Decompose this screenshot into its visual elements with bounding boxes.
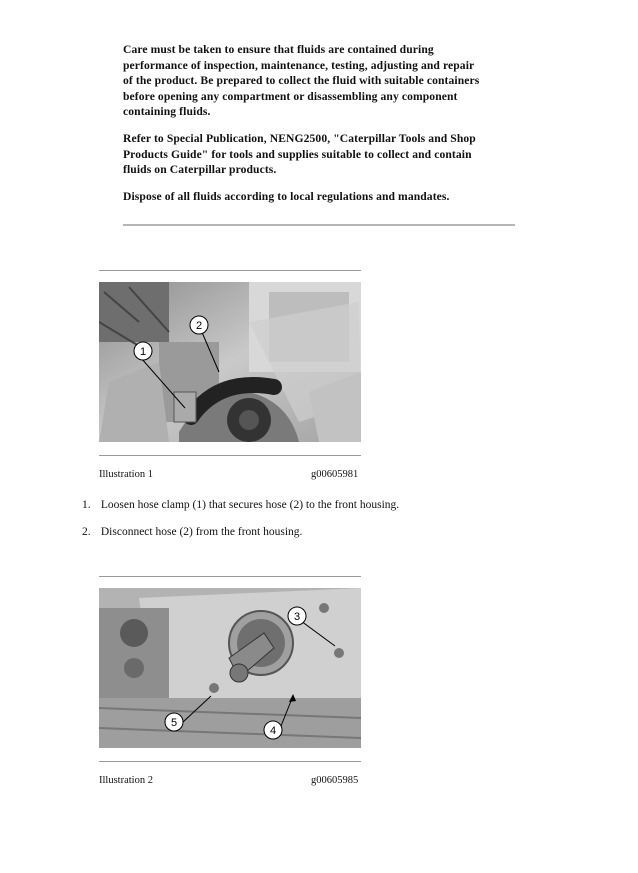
illustration-1-code: g00605981 <box>311 469 359 480</box>
notice-paragraph-3: Dispose of all fluids according to local regulations and mandates. <box>123 189 450 203</box>
notice-line: Refer to Special Publication, NENG2500, "Caterpillar Tools and Shop <box>123 131 476 145</box>
illustration-2-bottom-rule <box>99 761 361 762</box>
callout-3-label: 3 <box>293 611 301 623</box>
notice-line: fluids on Caterpillar products. <box>123 163 277 177</box>
notice-line: Care must be taken to ensure that fluids are contained during <box>123 43 434 56</box>
step-number: 2. <box>82 526 91 538</box>
callout-5-label: 5 <box>170 717 178 729</box>
illustration-1-caption: Illustration 1 <box>99 469 153 480</box>
notice-paragraph-1 <box>123 42 518 120</box>
illustration-1-top-rule <box>99 270 361 271</box>
illustration-2-code: g00605985 <box>311 775 359 786</box>
notice-paragraph-2 <box>123 131 518 178</box>
step-text: Loosen hose clamp (1) that secures hose (2) to the front housing. <box>100 499 400 511</box>
illustration-2-caption: Illustration 2 <box>99 775 153 786</box>
notice-line: of the product. Be prepared to collect the fluid with suitable containers <box>123 74 480 88</box>
notice-line: performance of inspection, maintenance, testing, adjusting and repair <box>123 58 475 72</box>
step-number: 1. <box>82 499 91 511</box>
fluid-containment-notice <box>123 42 518 215</box>
step-1 <box>82 499 399 511</box>
notice-line: before opening any compartment or disassembling any component <box>123 89 458 103</box>
step-text: Disconnect hose (2) from the front housing. <box>100 526 303 538</box>
notice-divider <box>123 224 515 226</box>
illustration-1-photo <box>99 282 361 442</box>
callout-1-label: 1 <box>139 346 147 358</box>
notice-line: containing fluids. <box>123 105 211 119</box>
illustration-2-top-rule <box>99 576 361 577</box>
illustration-1-bottom-rule <box>99 455 361 456</box>
step-2 <box>82 526 302 538</box>
notice-line: Products Guide" for tools and supplies suitable to collect and contain <box>123 147 472 161</box>
callout-2-label: 2 <box>195 320 203 332</box>
illustration-2-photo <box>99 588 361 748</box>
callout-4-label: 4 <box>269 725 277 737</box>
